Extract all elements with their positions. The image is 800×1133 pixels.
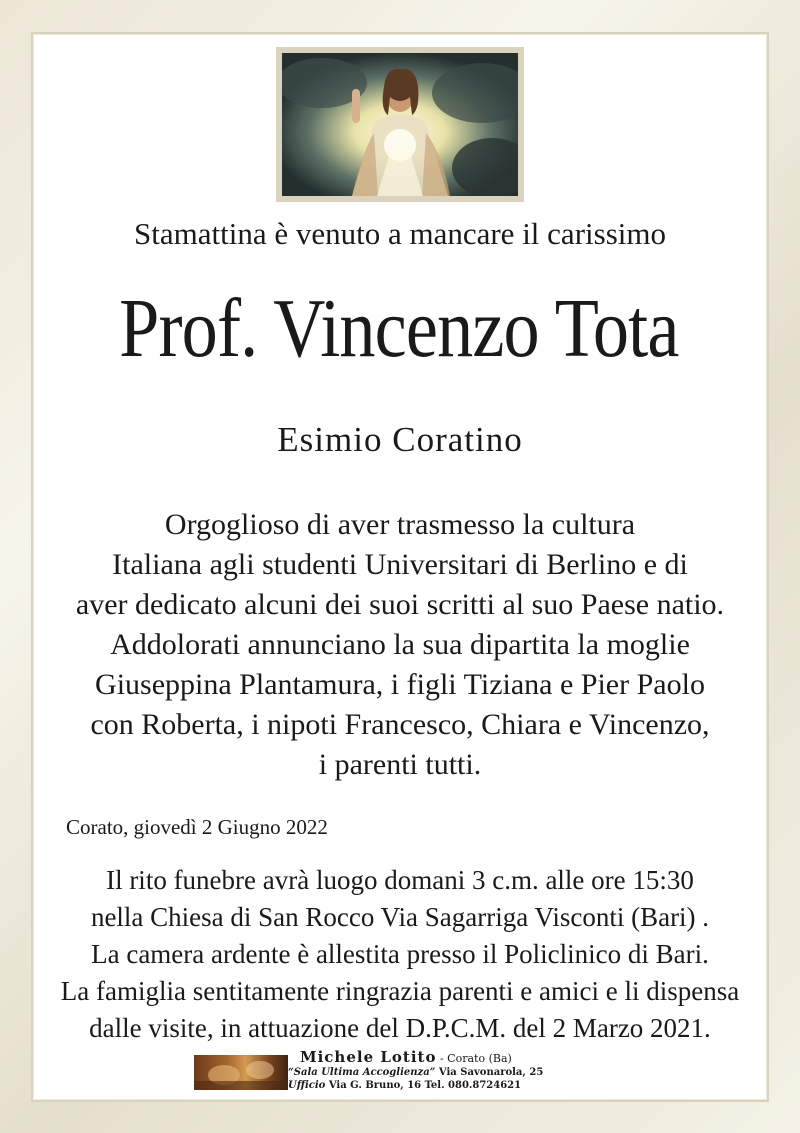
- office-label: Ufficio: [288, 1080, 326, 1091]
- announcement-line: Giuseppina Plantamura, i figli Tiziana e Pier Paolo: [95, 668, 705, 701]
- agency-name-line: [288, 1048, 618, 1066]
- agency-city: - Corato (Ba): [436, 1052, 512, 1065]
- agency-logo-image: [194, 1055, 288, 1090]
- funeral-details: [0, 862, 800, 1047]
- funeral-line: dalle visite, in attuazione del D.P.C.M. del 2 Marzo 2021.: [89, 1013, 711, 1043]
- announcement-line: con Roberta, i nipoti Francesco, Chiara e Vincenzo,: [90, 708, 710, 741]
- place-date: Corato, giovedì 2 Giugno 2022: [66, 815, 328, 839]
- funeral-line: La famiglia sentitamente ringrazia parenti e amici e li dispensa: [60, 976, 740, 1006]
- agency-name: Michele Lotito: [300, 1048, 437, 1066]
- hall-line: [288, 1066, 618, 1079]
- deceased-name: Prof. Vincenzo Tota: [119, 282, 679, 375]
- announcement-line: Italiana agli studenti Universitari di Berlino e di: [112, 548, 688, 581]
- announcement-line: Addolorati annunciano la sua dipartita la moglie: [110, 628, 690, 661]
- intro-line: Stamattina è venuto a mancare il carissimo: [134, 216, 666, 251]
- funeral-line: Il rito funebre avrà luogo domani 3 c.m. alle ore 15:30: [106, 865, 694, 895]
- office-line: [288, 1079, 618, 1092]
- funeral-line: La camera ardente è allestita presso il Policlinico di Bari.: [91, 939, 709, 969]
- announcement-line: i parenti tutti.: [318, 748, 482, 781]
- announcement-line: Orgoglioso di aver trasmesso la cultura: [164, 508, 636, 541]
- agency-footer: [288, 1048, 618, 1092]
- hall-address: Via Savonarola, 25: [435, 1067, 544, 1078]
- funeral-line: nella Chiesa di San Rocco Via Sagarriga Visconti (Bari) .: [90, 902, 710, 932]
- hall-name: “Sala Ultima Accoglienza”: [288, 1067, 436, 1078]
- announcement-text: [0, 505, 800, 785]
- office-details: Via G. Bruno, 16 Tel. 080.8724621: [325, 1080, 522, 1091]
- deceased-subtitle: Esimio Coratino: [277, 420, 523, 459]
- religious-image: [276, 47, 524, 202]
- announcement-line: aver dedicato alcuni dei suoi scritti al suo Paese natio.: [75, 588, 725, 621]
